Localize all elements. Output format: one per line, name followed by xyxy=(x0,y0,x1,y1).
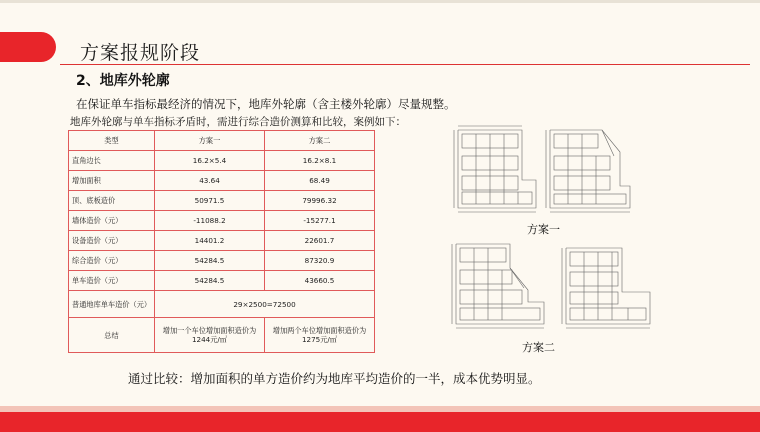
plan1-value: 43.64 xyxy=(155,171,265,191)
title-divider xyxy=(60,64,750,65)
plan2-value: 68.49 xyxy=(265,171,375,191)
top-border xyxy=(0,0,760,3)
table-row xyxy=(69,251,375,271)
table-row xyxy=(69,271,375,291)
row-label: 增加面积 xyxy=(69,171,155,191)
page-title: 方案报规阶段 xyxy=(80,42,201,64)
plan2-summary: 增加两个车位增加面积造价为1275元/㎡ xyxy=(265,318,375,353)
plan2-value: 79996.32 xyxy=(265,191,375,211)
plan2-value: 87320.9 xyxy=(265,251,375,271)
plan1-value: 14401.2 xyxy=(155,231,265,251)
plan1-left-drawing xyxy=(440,124,540,216)
conclusion-text: 通过比较：增加面积的单方造价约为地库平均造价的一半，成本优势明显。 xyxy=(128,371,541,386)
plan2-value: 43660.5 xyxy=(265,271,375,291)
comparison-table xyxy=(68,130,375,353)
plan1-value: 54284.5 xyxy=(155,251,265,271)
table-row xyxy=(69,231,375,251)
header-cell-plan2: 方案二 xyxy=(265,131,375,151)
header-cell-type: 类型 xyxy=(69,131,155,151)
plan1-value: -11088.2 xyxy=(155,211,265,231)
section-heading: 2、地库外轮廓 xyxy=(76,73,170,89)
header-cell-plan1: 方案一 xyxy=(155,131,265,151)
row-label: 普通地库单车造价（元） xyxy=(69,291,155,318)
row-label: 墙体造价（元） xyxy=(69,211,155,231)
plan1-caption: 方案一 xyxy=(527,223,560,236)
intro-text-1: 在保证单车指标最经济的情况下，地库外轮廓（含主楼外轮廓）尽量规整。 xyxy=(76,97,456,111)
plan2-right-drawing xyxy=(556,242,656,334)
plan1-value: 16.2×5.4 xyxy=(155,151,265,171)
table-row xyxy=(69,211,375,231)
table-row xyxy=(69,151,375,171)
plan2-left-drawing xyxy=(440,238,552,334)
plan1-value: 50971.5 xyxy=(155,191,265,211)
intro-text-2: 地库外轮廓与单车指标矛盾时，需进行综合造价测算和比较，案例如下： xyxy=(70,116,406,128)
table-row xyxy=(69,171,375,191)
row-label: 总结 xyxy=(69,318,155,353)
average-cost-row xyxy=(69,291,375,318)
title-accent-tab xyxy=(0,32,56,62)
plan1-right-drawing xyxy=(542,124,634,216)
plan2-caption: 方案二 xyxy=(522,341,555,354)
plan2-value: 16.2×8.1 xyxy=(265,151,375,171)
row-label: 顶、底板造价 xyxy=(69,191,155,211)
plan2-value: 22601.7 xyxy=(265,231,375,251)
plan1-value: 54284.5 xyxy=(155,271,265,291)
row-label: 综合造价（元） xyxy=(69,251,155,271)
summary-row xyxy=(69,318,375,353)
table-header-row xyxy=(69,131,375,151)
plan2-value: -15277.1 xyxy=(265,211,375,231)
table-row xyxy=(69,191,375,211)
average-cost-value: 29×2500=72500 xyxy=(155,291,375,318)
row-label: 设备造价（元） xyxy=(69,231,155,251)
footer-red-bar xyxy=(0,412,760,432)
plan1-summary: 增加一个车位增加面积造价为1244元/㎡ xyxy=(155,318,265,353)
row-label: 直角边长 xyxy=(69,151,155,171)
row-label: 单车造价（元） xyxy=(69,271,155,291)
